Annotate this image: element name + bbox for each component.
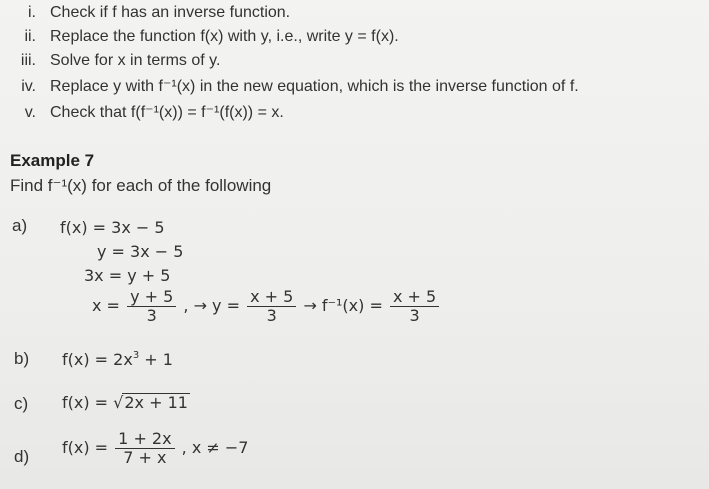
step-text: Replace y with f⁻¹(x) in the new equation, which is the inverse function of f. [50,78,579,95]
part-d-equation [62,430,248,467]
step-text: Replace the function f(x) with y, i.e., write y = f(x). [50,28,399,45]
part-a-line-2: y = 3x − 5 [97,242,184,261]
step-4 [8,76,579,96]
arrow-inverse-equals: → f⁻¹(x) = [303,296,383,315]
exponent: 3 [132,350,140,361]
radicand: 2x + 11 [124,393,188,412]
step-text: Check if f has an inverse function. [50,4,291,21]
equation-lhs: f(x) = 2x [62,350,133,369]
part-a-label: a) [12,216,28,235]
fraction-denominator: 7 + x [123,448,167,467]
step-3 [8,52,220,70]
fraction-denominator: 3 [146,306,157,325]
step-number: iv. [21,78,36,95]
step-5 [8,102,284,122]
domain-condition: , x ≠ −7 [181,438,249,457]
example-title: Example 7 [10,151,95,170]
fraction-denominator: 3 [409,306,420,325]
fraction [115,430,174,467]
equation-lhs: f(x) = [62,438,109,457]
part-a-line-1: f(x) = 3x − 5 [60,218,165,237]
step-number: v. [24,104,36,121]
fraction-numerator: 1 + 2x [115,430,174,449]
step-number: iii. [20,52,36,69]
fraction-2 [247,288,296,325]
fraction-numerator: x + 5 [247,288,296,307]
equation-rest: + 1 [139,350,173,369]
fraction-1 [127,288,176,325]
equation-lhs: f(x) = [62,393,114,412]
part-c-equation [62,393,190,412]
sqrt-icon: √ [113,393,124,412]
part-c-label: c) [14,394,29,413]
step-1 [8,4,290,22]
step-number: ii. [24,28,36,45]
step-text: Solve for x in terms of y. [50,52,221,69]
fraction-numerator: x + 5 [390,288,439,307]
fraction-denominator: 3 [266,306,277,325]
step-2 [8,28,399,46]
example-prompt: Find f⁻¹(x) for each of the following [10,176,272,195]
part-b-label: b) [14,349,30,368]
part-a-line-4 [92,288,441,325]
arrow-y-equals: , → y = [183,296,241,315]
step-number: i. [28,4,36,21]
part-b-equation [62,350,173,369]
fraction-numerator: y + 5 [127,288,176,307]
part-a-line-3: 3x = y + 5 [84,266,171,285]
step-text: Check that f(f⁻¹(x)) = f⁻¹(f(x)) = x. [50,104,284,121]
x-equals: x = [92,296,120,315]
part-d-label: d) [14,447,30,466]
fraction-3 [390,288,439,325]
